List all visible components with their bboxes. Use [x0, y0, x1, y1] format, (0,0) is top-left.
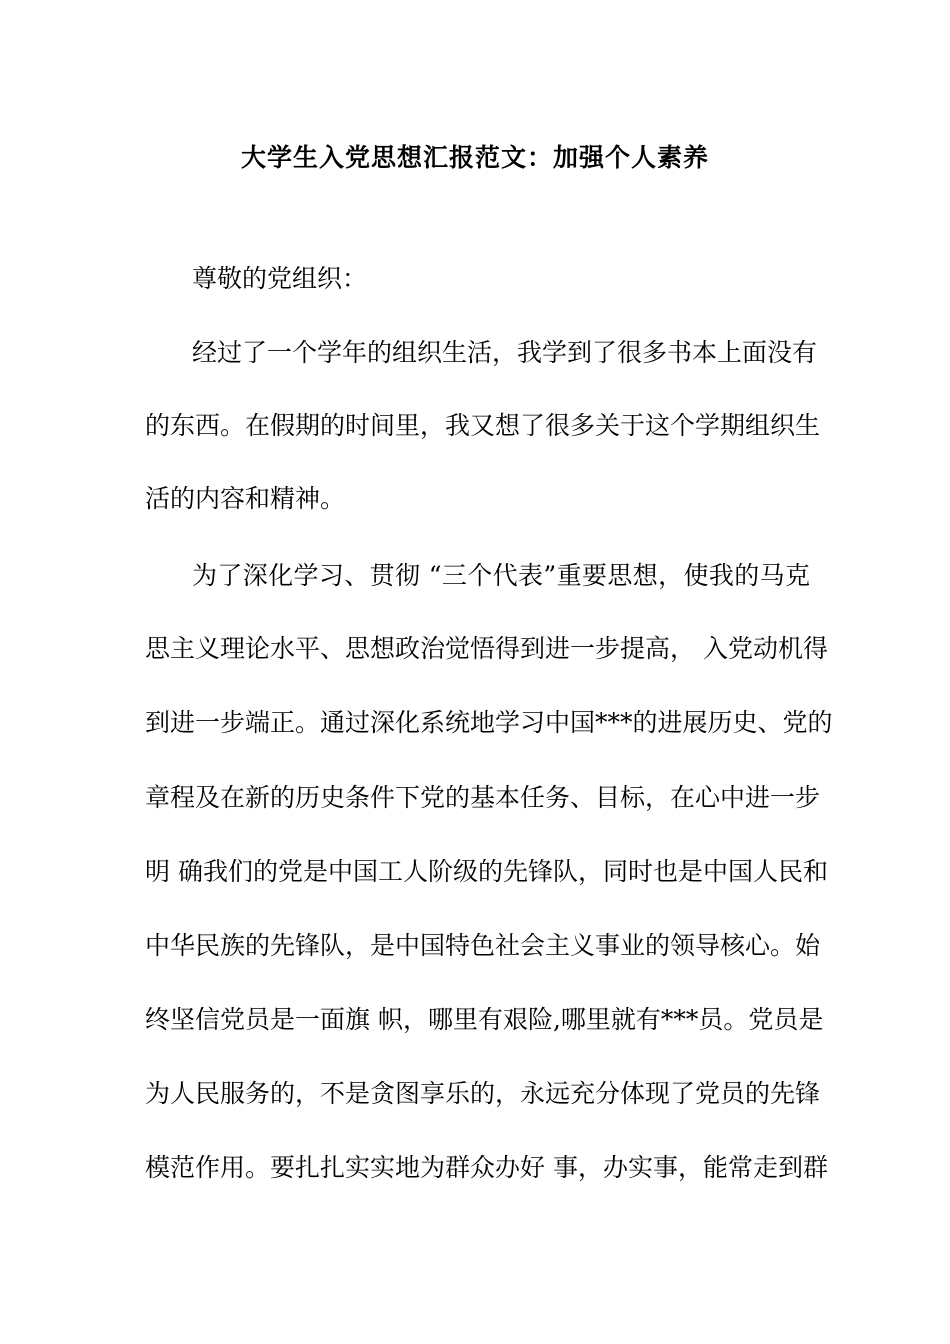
paragraph-line: 活的内容和精神。 — [145, 484, 346, 513]
paragraph-line: 到进一步端正。通过深化系统地学习中国***的进展历史、党的 — [145, 708, 833, 737]
paragraph-line: 章程及在新的历史条件下党的基本任务、目标，在心中进一步 — [145, 783, 821, 812]
paragraph-line: 经过了一个学年的组织生活，我学到了很多书本上面没有 — [192, 338, 818, 367]
paragraph-line: 中华民族的先锋队，是中国特色社会主义事业的领导核心。始 — [145, 931, 821, 960]
paragraph-line: 为人民服务的，不是贪图享乐的，永远充分体现了党员的先锋 — [145, 1079, 821, 1108]
paragraph-line: 终坚信党员是一面旗 帜，哪里有艰险,哪里就有***员。党员是 — [145, 1005, 824, 1034]
salutation: 尊敬的党组织： — [192, 264, 368, 293]
paragraph-line: 模范作用。要扎扎实实地为群众办好 事，办实事，能常走到群 — [145, 1153, 828, 1182]
paragraph-line: 明 确我们的党是中国工人阶级的先锋队，同时也是中国人民和 — [145, 857, 828, 886]
paragraph-line: 为了深化学习、贯彻 “三个代表”重要思想，使我的马克 — [192, 561, 810, 590]
paragraph-line: 思主义理论水平、思想政治觉悟得到进一步提高， 入党动机得 — [145, 634, 828, 663]
paragraph-line: 的东西。在假期的时间里，我又想了很多关于这个学期组织生 — [145, 411, 821, 440]
document-title: 大学生入党思想汇报范文：加强个人素养 — [240, 143, 709, 172]
